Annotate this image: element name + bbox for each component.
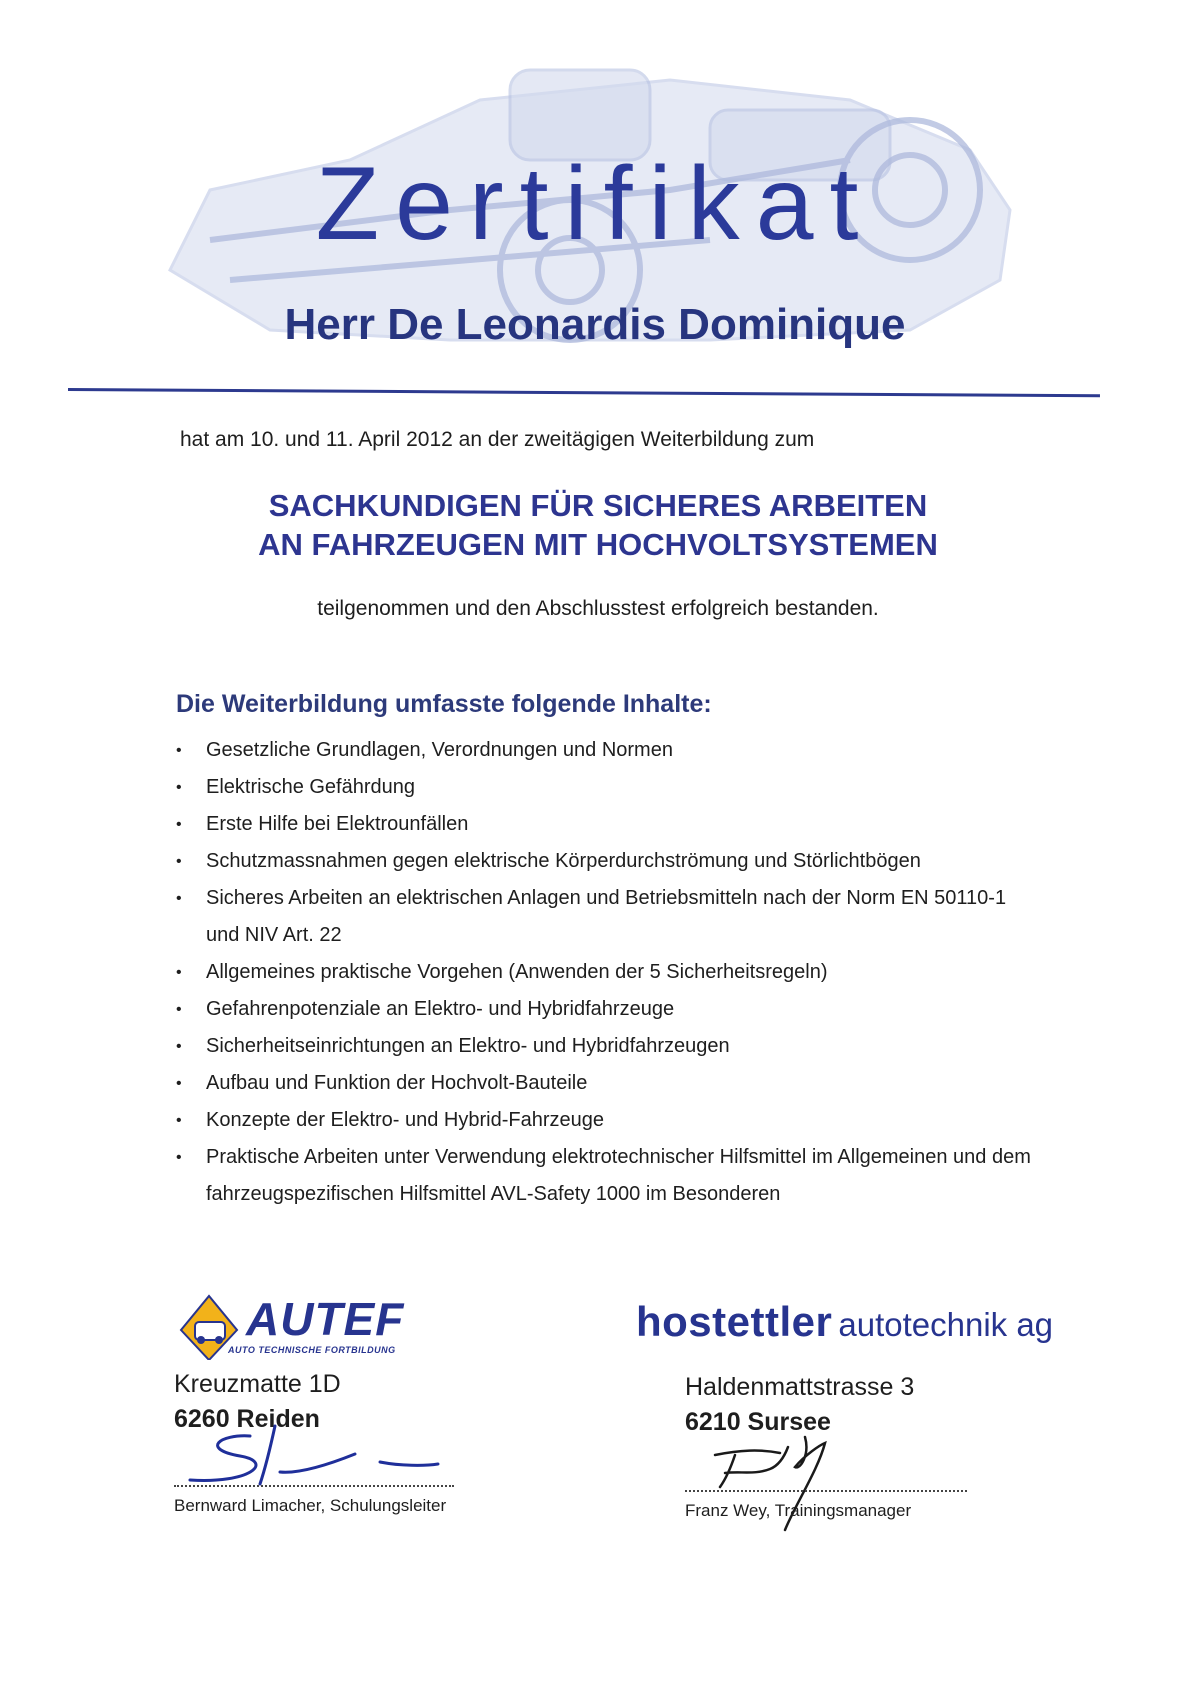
right-signature-line bbox=[685, 1490, 967, 1492]
left-signature-image bbox=[180, 1414, 440, 1494]
left-issuer-street: Kreuzmatte 1D bbox=[174, 1370, 341, 1398]
right-signer-name: Franz Wey, Trainingsmanager bbox=[685, 1501, 912, 1520]
intro-text: hat am 10. und 11. April 2012 an der zweitägigen Weiterbildung zum bbox=[180, 428, 815, 451]
course-title-line-2: AN FAHRZEUGEN MIT HOCHVOLTSYSTEMEN bbox=[258, 527, 938, 562]
recipient-name: Herr De Leonardis Dominique bbox=[284, 300, 906, 349]
list-item: • Sicheres Arbeiten an elektrischen Anlagen und Betriebsmitteln nach der Norm EN 50110-1 und NIV Art. 22 bbox=[176, 880, 1036, 954]
course-title-line-1: SACHKUNDIGEN FÜR SICHERES ARBEITEN bbox=[268, 488, 928, 523]
hostettler-logo-bold: hostettler bbox=[636, 1298, 833, 1345]
hostettler-logo-light: autotechnik ag bbox=[838, 1306, 1054, 1343]
list-item: • Konzepte der Elektro- und Hybrid-Fahrzeuge bbox=[176, 1102, 1036, 1139]
list-item: • Allgemeines praktische Vorgehen (Anwenden der 5 Sicherheitsregeln) bbox=[176, 954, 1036, 991]
autef-logo-subtitle: AUTO TECHNISCHE FORTBILDUNG bbox=[228, 1345, 396, 1355]
contents-heading: Die Weiterbildung umfasste folgende Inhalte: bbox=[176, 690, 712, 718]
list-item: • Praktische Arbeiten unter Verwendung elektrotechnischer Hilfsmittel im Allgemeinen und dem fahrzeugspezifischen Hilfsmittel AVL-Safety 1000 im Besonderen bbox=[176, 1139, 1036, 1213]
certificate-title: Zertifikat bbox=[315, 146, 875, 262]
contents-list bbox=[176, 732, 1036, 1213]
list-item: • Schutzmassnahmen gegen elektrische Körperdurchströmung und Störlichtbögen bbox=[176, 843, 1036, 880]
course-title bbox=[0, 486, 1190, 564]
list-item: • Gesetzliche Grundlagen, Verordnungen und Normen bbox=[176, 732, 1036, 769]
completion-text: teilgenommen und den Abschlusstest erfolgreich bestanden. bbox=[317, 597, 879, 620]
right-issuer-city: 6210 Sursee bbox=[685, 1408, 831, 1436]
right-issuer-street: Haldenmattstrasse 3 bbox=[685, 1373, 915, 1401]
hostettler-logo bbox=[636, 1298, 1053, 1346]
list-item: • Aufbau und Funktion der Hochvolt-Bauteile bbox=[176, 1065, 1036, 1102]
list-item: • Gefahrenpotenziale an Elektro- und Hybridfahrzeuge bbox=[176, 991, 1036, 1028]
left-issuer-city: 6260 Reiden bbox=[174, 1405, 320, 1433]
list-item: • Erste Hilfe bei Elektrounfällen bbox=[176, 806, 1036, 843]
left-signature-line bbox=[174, 1485, 454, 1487]
list-item: • Sicherheitseinrichtungen an Elektro- und Hybridfahrzeugen bbox=[176, 1028, 1036, 1065]
autef-logo-text: AUTEF bbox=[246, 1293, 405, 1345]
list-item: • Elektrische Gefährdung bbox=[176, 769, 1036, 806]
left-signer-name: Bernward Limacher, Schulungsleiter bbox=[174, 1496, 447, 1515]
